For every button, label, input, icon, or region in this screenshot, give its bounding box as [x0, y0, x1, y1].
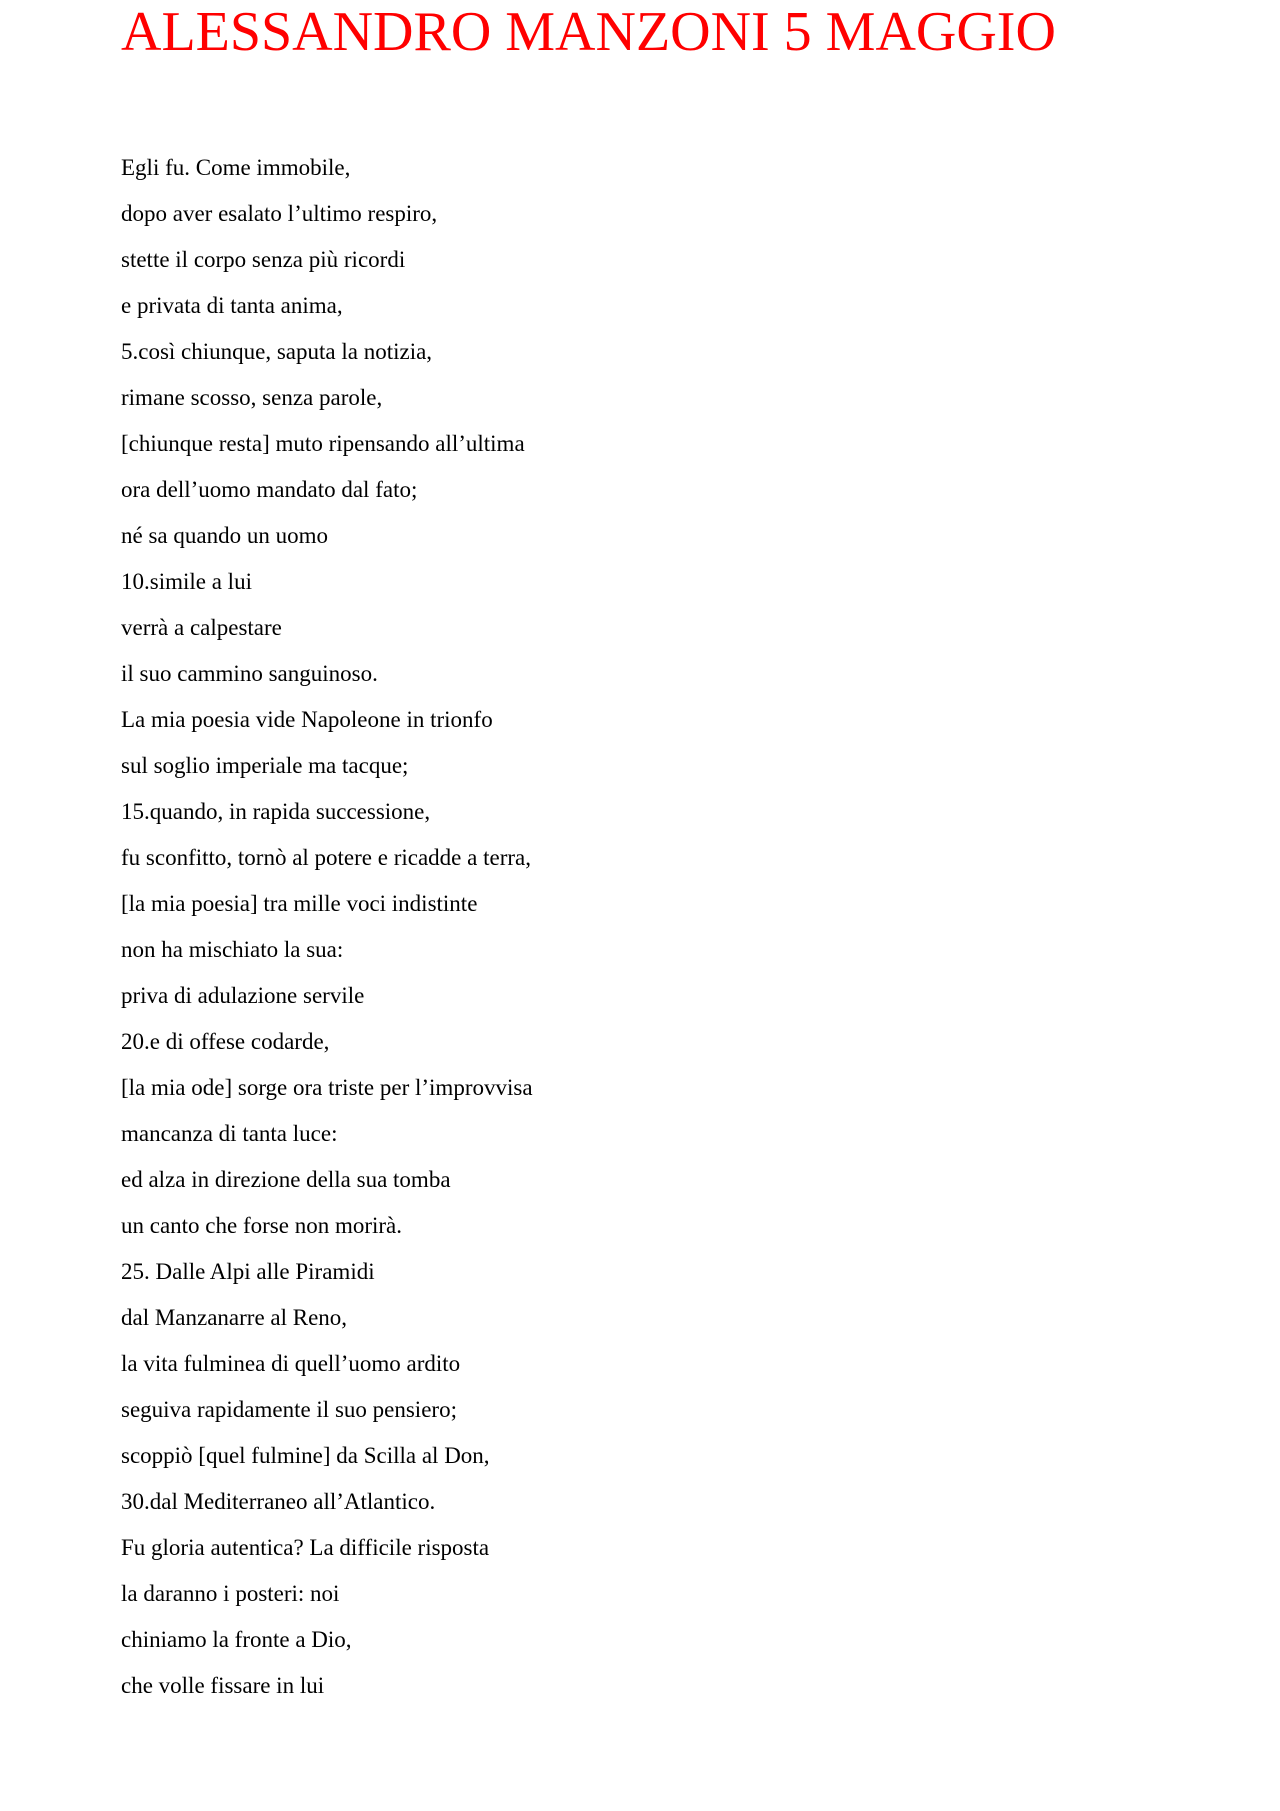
verse-line: 10.simile a lui — [121, 569, 252, 594]
verse-line: e privata di tanta anima, — [121, 293, 343, 318]
verse-line: [la mia poesia] tra mille voci indistinte — [121, 891, 478, 916]
verse-line: sul soglio imperiale ma tacque; — [121, 753, 409, 778]
verse-line: un canto che forse non morirà. — [121, 1213, 403, 1238]
verse-list — [121, 145, 1021, 1709]
verse-line: stette il corpo senza più ricordi — [121, 247, 406, 272]
verse-line: priva di adulazione servile — [121, 983, 365, 1008]
verse-line: [la mia ode] sorge ora triste per l’improvvisa — [121, 1075, 533, 1100]
verse-line: mancanza di tanta luce: — [121, 1121, 338, 1146]
verse-line: [chiunque resta] muto ripensando all’ultima — [121, 431, 525, 456]
verse-line: 25. Dalle Alpi alle Piramidi — [121, 1259, 375, 1284]
verse-line: dopo aver esalato l’ultimo respiro, — [121, 201, 438, 226]
verse-line: ora dell’uomo mandato dal fato; — [121, 477, 418, 502]
verse-line: che volle fissare in lui — [121, 1673, 325, 1698]
verse-line: rimane scosso, senza parole, — [121, 385, 383, 410]
verse-line: 5.così chiunque, saputa la notizia, — [121, 339, 433, 364]
verse-line: La mia poesia vide Napoleone in trionfo — [121, 707, 493, 732]
verse-line: il suo cammino sanguinoso. — [121, 661, 378, 686]
verse-line: la daranno i posteri: noi — [121, 1581, 340, 1606]
verse-line: fu sconfitto, tornò al potere e ricadde a terra, — [121, 845, 531, 870]
verse-line: ed alza in direzione della sua tomba — [121, 1167, 451, 1192]
verse-line: 20.e di offese codarde, — [121, 1029, 330, 1054]
verse-line: la vita fulminea di quell’uomo ardito — [121, 1351, 461, 1376]
verse-line: né sa quando un uomo — [121, 523, 328, 548]
verse-line: scoppiò [quel fulmine] da Scilla al Don, — [121, 1443, 490, 1468]
verse-line: verrà a calpestare — [121, 615, 282, 640]
verse-line: Fu gloria autentica? La difficile risposta — [121, 1535, 490, 1560]
verse-line: 15.quando, in rapida successione, — [121, 799, 431, 824]
verse-line: Egli fu. Come immobile, — [121, 155, 351, 180]
document-title: ALESSANDRO MANZONI 5 MAGGIO — [121, 1, 1056, 63]
verse-line: 30.dal Mediterraneo all’Atlantico. — [121, 1489, 436, 1514]
verse-line: seguiva rapidamente il suo pensiero; — [121, 1397, 457, 1422]
verse-line: chiniamo la fronte a Dio, — [121, 1627, 352, 1652]
verse-line: non ha mischiato la sua: — [121, 937, 344, 962]
verse-line: dal Manzanarre al Reno, — [121, 1305, 348, 1330]
